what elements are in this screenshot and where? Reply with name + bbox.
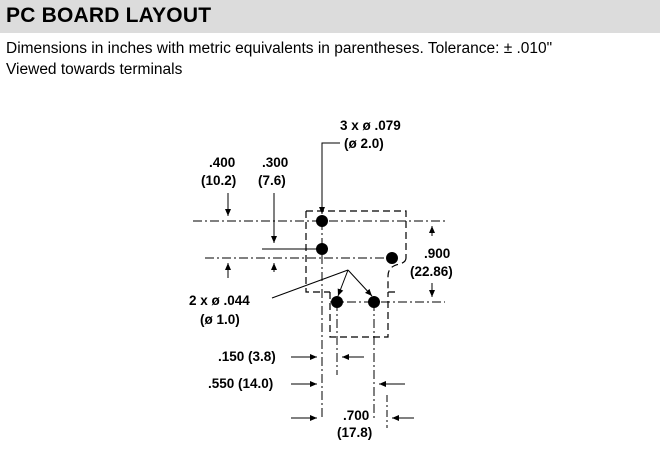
dimension-900-label: .900 (424, 246, 451, 261)
small-hole-metric: (ø 1.0) (200, 312, 240, 327)
large-hole-label: 3 x ø .079 (340, 118, 401, 133)
component-outline (306, 211, 406, 337)
large-hole-metric: (ø 2.0) (344, 136, 384, 151)
dimension-700-metric: (17.8) (337, 425, 373, 440)
large-hole-callout (322, 118, 401, 214)
dimension-400-metric: (10.2) (201, 173, 237, 188)
small-hole-2 (368, 296, 380, 308)
small-hole-1 (331, 296, 343, 308)
dimension-300 (258, 155, 316, 272)
dimension-150 (218, 349, 364, 364)
dimension-150-label: .150 (3.8) (218, 349, 276, 364)
view-note: Viewed towards terminals (6, 61, 183, 78)
dimension-700 (291, 395, 414, 440)
large-holes (316, 215, 398, 264)
small-hole-label: 2 x ø .044 (189, 293, 250, 308)
large-hole-3 (386, 252, 398, 264)
dimension-300-metric: (7.6) (258, 173, 286, 188)
dimension-550 (208, 376, 405, 391)
dimension-700-label: .700 (343, 408, 370, 423)
page-title: PC BOARD LAYOUT (6, 4, 212, 27)
dimension-300-label: .300 (262, 155, 289, 170)
dimension-400 (201, 155, 236, 278)
large-hole-2 (316, 243, 328, 255)
dimension-900-metric: (22.86) (410, 264, 453, 279)
large-hole-1 (316, 215, 328, 227)
small-hole-callout (189, 270, 372, 327)
dimension-550-label: .550 (14.0) (208, 376, 274, 391)
dimensions-note: Dimensions in inches with metric equivalents in parentheses. Tolerance: ± .010" (6, 40, 553, 57)
dimension-900 (410, 226, 453, 297)
dimension-400-label: .400 (209, 155, 236, 170)
